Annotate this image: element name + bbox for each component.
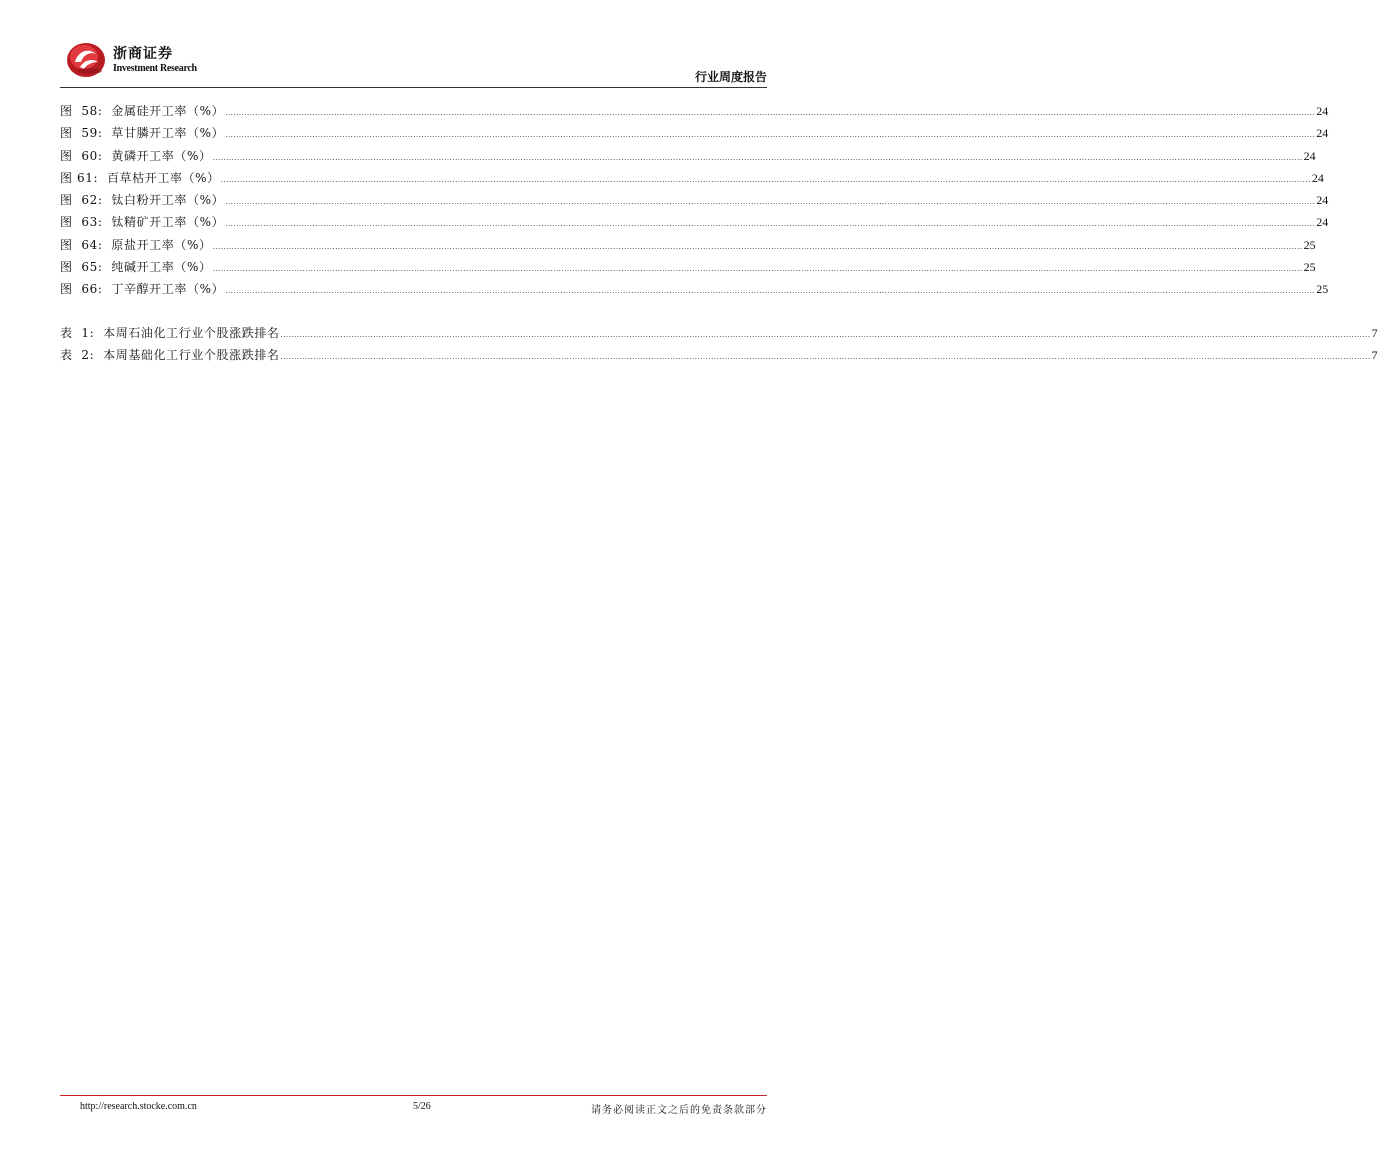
figure-list-item[interactable] [60, 278, 1329, 300]
figure-list-item[interactable] [60, 145, 1316, 167]
logo-english-text: Investment Research [113, 63, 197, 74]
figure-list-item[interactable] [60, 234, 1316, 256]
figure-list-item[interactable] [60, 100, 1329, 122]
figure-list-item-page: 24 [1316, 104, 1329, 118]
table-list-item-page: 7 [1371, 348, 1378, 363]
figure-list-item-dot-leader: ................................................................................................................................................................................................................................................................................................................................................................................................................ [212, 242, 1303, 251]
table-list-item-dot-leader: ................................................................................................................................................................................................................................................................................................................................................................................................................ [280, 331, 1371, 339]
figure-list-item-label: 图 66: 丁辛醇开工率（%） [60, 282, 225, 297]
figure-list-item[interactable] [60, 189, 1329, 211]
figure-list-item-dot-leader: ................................................................................................................................................................................................................................................................................................................................................................................................................ [225, 131, 1316, 140]
footer-page-number: 5/26 [413, 1101, 431, 1112]
table-list-item[interactable] [60, 322, 1378, 344]
company-logo-icon [66, 40, 106, 78]
figure-list-item-label: 图 63: 钛精矿开工率（%） [60, 215, 225, 230]
table-list [60, 322, 1378, 367]
figure-list-item[interactable] [60, 211, 1329, 233]
figure-list-item-dot-leader: ................................................................................................................................................................................................................................................................................................................................................................................................................ [225, 109, 1316, 117]
figure-list-item-dot-leader: ................................................................................................................................................................................................................................................................................................................................................................................................................ [225, 287, 1316, 296]
figure-list-item-dot-leader: ................................................................................................................................................................................................................................................................................................................................................................................................................ [225, 220, 1316, 229]
figure-list-item-page: 25 [1316, 282, 1329, 297]
figure-list-item[interactable] [60, 256, 1316, 278]
figure-list-item-dot-leader: ................................................................................................................................................................................................................................................................................................................................................................................................................ [212, 265, 1303, 274]
report-type-label: 行业周度报告 [694, 70, 767, 84]
figure-list-item-label: 图 61: 百草枯开工率（%） [60, 170, 220, 185]
figure-list-item-label: 图 59: 草甘膦开工率（%） [60, 126, 225, 141]
header-divider [60, 87, 767, 88]
figure-list-item-page: 24 [1311, 170, 1324, 185]
figure-list-item-label: 图 60: 黄磷开工率（%） [60, 148, 212, 163]
table-list-item[interactable] [60, 344, 1378, 366]
figure-list-item-label: 图 58: 金属硅开工率（%） [60, 104, 225, 118]
figure-list-item-dot-leader: ................................................................................................................................................................................................................................................................................................................................................................................................................ [225, 198, 1316, 207]
figure-list-item-dot-leader: ................................................................................................................................................................................................................................................................................................................................................................................................................ [212, 153, 1303, 162]
table-list-item-dot-leader: ................................................................................................................................................................................................................................................................................................................................................................................................................ [280, 353, 1371, 362]
figure-list-item-page: 24 [1316, 126, 1329, 141]
figure-list [60, 100, 1329, 301]
footer-url[interactable]: http://research.stocke.com.cn [80, 1101, 197, 1112]
company-logo [66, 40, 196, 80]
figure-list-item[interactable] [60, 167, 1324, 189]
figure-list-item[interactable] [60, 122, 1329, 144]
footer-disclaimer: 请务必阅读正文之后的免责条款部分 [591, 1105, 767, 1116]
table-list-item-label: 表 1: 本周石油化工行业个股涨跌排名 [60, 326, 280, 340]
figure-list-item-page: 25 [1303, 260, 1316, 275]
table-list-item-label: 表 2: 本周基础化工行业个股涨跌排名 [60, 348, 280, 363]
figure-list-item-label: 图 62: 钛白粉开工率（%） [60, 193, 225, 208]
figure-list-item-page: 25 [1303, 237, 1316, 252]
figure-list-item-label: 图 64: 原盐开工率（%） [60, 237, 212, 252]
footer-divider [60, 1095, 767, 1096]
figure-list-item-page: 24 [1316, 215, 1329, 230]
logo-chinese-text: 浙商证券 [113, 46, 173, 62]
figure-list-item-page: 24 [1316, 193, 1329, 208]
figure-list-item-page: 24 [1303, 148, 1316, 163]
figure-list-item-dot-leader: ................................................................................................................................................................................................................................................................................................................................................................................................................ [220, 175, 1311, 184]
table-list-item-page: 7 [1371, 326, 1378, 340]
figure-list-item-label: 图 65: 纯碱开工率（%） [60, 260, 212, 275]
